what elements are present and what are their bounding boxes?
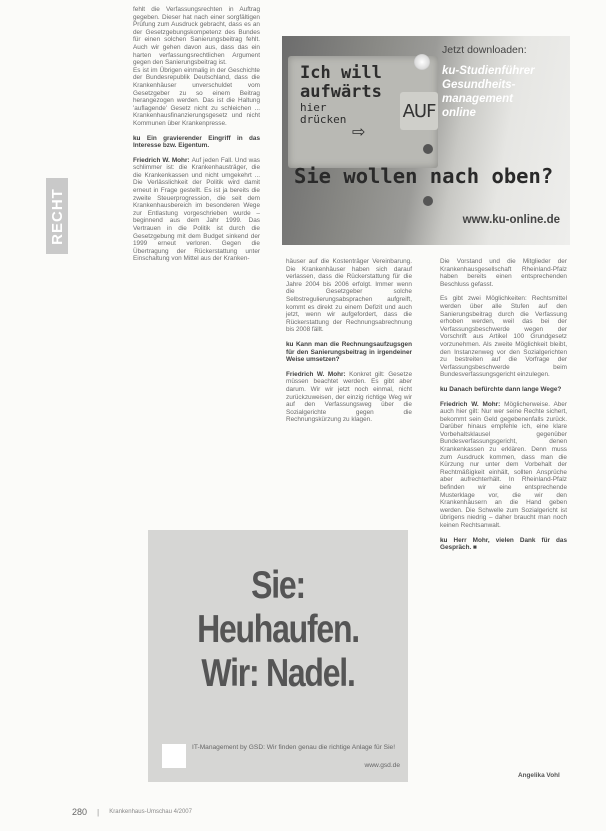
section-tab bbox=[46, 178, 68, 254]
elevator-button-dot-icon bbox=[423, 144, 433, 154]
article-paragraph: Es ist im Übrigen einmalig in der Geschichte der Bundesrepublik Deutschland, dass die Krankenhäuser unverschuldet vom Gesetzgeber zu so einem Beitrag herangezogen werden. Das ist die Haltung 'auflagende' Gesetz nicht zu schleichen ... Krankenhausfinanzierungsgesetz und nicht Kommunen über Krankenpresse. bbox=[133, 66, 260, 127]
article-paragraph: Es gibt zwei Möglichkeiten: Rechtsmittel werden über alle Stufen auf den Sanierungsbeitrag durch die Verfassung erhoben werden, weil das bei der Verfassungsbeschwerde wegen der Vorschrift aus Artikel 100 Grundgesetz vorzunehmen. Als zweite Möglichkeit bleibt, den Instanzenweg vor den Sozialgerichten zu bestreiten auf die Vorfrage der Verfassungsbeschwerde beim Bundesverfassungsgericht einzulegen. bbox=[440, 295, 567, 379]
question-text: Ein gravierender Eingriff in das Interesse bzw. Eigentum. bbox=[133, 134, 260, 150]
section-label: RECHT bbox=[48, 187, 66, 245]
answer-text: Auf jeden Fall. Und was schlimmer ist: die Krankenhausträger, die die Krankenkassen und nicht umgekehrt ... Die Verlässlichkeit der Politik wird damit erneut in Frage gestellt. Es ist ja bereits die zweite Steuerprogression, die seit dem Krankenhausbereich im besonderen Wege zur Entlastung vorgeschrieben wurde – beginnend aus dem Jahr 1999. Das Vertrauen in die Politik ist durch die Gesetzgebung mit dem Budget sinkend der 1999 erneut verloren. Gegen die Übertragung der Rückerstattung unter Einschaltung von Mittel aus der Kranken- bbox=[133, 156, 260, 263]
author-signature: Angelika Vohl bbox=[518, 772, 560, 779]
interview-question bbox=[440, 537, 567, 552]
ad-url-link[interactable]: www.ku-online.de bbox=[462, 214, 560, 226]
question-text: Herr Mohr, vielen Dank für das Gespräch. ■ bbox=[440, 536, 568, 552]
magazine-name: Krankenhaus-Umschau 4/2007 bbox=[109, 809, 192, 815]
interview-answer bbox=[286, 371, 412, 424]
interview-question bbox=[286, 341, 412, 364]
ad-guide-title bbox=[442, 64, 562, 120]
ad-download-label: Jetzt downloaden: bbox=[442, 44, 527, 56]
question-text: Danach befürchte dann lange Wege? bbox=[449, 385, 562, 393]
ad-gsd-body: IT-Management by GSD: Wir finden genau die richtige Anlage für Sie! bbox=[192, 744, 396, 751]
elevator-up-button: AUF bbox=[400, 92, 438, 130]
elevator-light-icon bbox=[414, 54, 430, 70]
article-column-3 bbox=[440, 258, 567, 552]
page-number: 280 bbox=[72, 807, 88, 817]
advertisement-ku-online[interactable] bbox=[282, 36, 570, 245]
page-footer bbox=[72, 807, 192, 817]
ad-guide-line-3: management bbox=[442, 93, 513, 105]
article-paragraph: Die Vorstand und die Mitglieder der Krankenhausgesellschaft Rheinland-Pfalz haben bereits einen entsprechenden Beschluss gefasst. bbox=[440, 258, 567, 288]
elevator-button-dot-icon bbox=[423, 196, 433, 206]
article-column-2 bbox=[286, 258, 412, 424]
footer-separator: | bbox=[97, 807, 100, 817]
question-label: ku bbox=[133, 134, 147, 142]
interview-answer bbox=[440, 401, 567, 530]
question-label: ku bbox=[286, 340, 296, 348]
ad-gsd-headline bbox=[171, 564, 384, 696]
ad-headline: Sie wollen nach oben? bbox=[294, 164, 554, 188]
article-paragraph: fehlt die Verfassungsrechten in Auftrag gegeben. Dieser hat nach einer sorgfältigen Prüfung zum Ausdruck gebracht, dass es an der Gesetzgebungskompetenz des Bundes für einen solchen Sanierungsbeitrag fehlt. Auch wir gehen davon aus, dass das ein harten verfassungsrechtlichen Argument gegen den Sanierungsbeitrag ist. bbox=[133, 6, 260, 67]
speaker-name: Friedrich W. Mohr: bbox=[440, 400, 505, 408]
interview-answer bbox=[133, 157, 260, 263]
advertisement-gsd[interactable] bbox=[148, 530, 408, 782]
answer-text: Konkret gilt: Gesetze müssen beachtet werden. Es gibt aber darum. Wir wir jetzt noch einmal, nicht zurückzuweisen, der einzig richtige Weg wir auf den Verfassungsweg über die Sozialgerichte gegen die Rechnungskürzung zu klagen. bbox=[286, 370, 412, 424]
article-paragraph: häuser auf die Kostenträger Vereinbarung. Die Krankenhäuser haben sich darauf verlassen, dass die Rückerstattung für die Jahre 2004 bis 2006 erfolgt. Immer wenn die Gesetzgeber solche Selbstregulierungsabsprachen aufgreift, kommt es direkt zu einem Defizit und auch jetzt, wenn wir aufgefordert, dass die Rückerstattung der Rechnungsabrechnung bis 2008 fällt. bbox=[286, 258, 412, 334]
question-text: Kann man die Rechnungsaufzugsgen für den Sanierungsbeitrag in irgendeiner Weise umsetzen? bbox=[286, 340, 413, 364]
elevator-sign-text bbox=[300, 64, 382, 126]
article-column-1 bbox=[133, 6, 260, 263]
ad-gsd-url-link[interactable]: www.gsd.de bbox=[364, 762, 400, 769]
sign-line-4: drücken bbox=[300, 113, 347, 126]
interview-question bbox=[133, 135, 260, 150]
ad-gsd-headline-line-1: Sie: Heuhaufen. bbox=[197, 564, 359, 651]
ad-gsd-headline-line-2: Wir: Nadel. bbox=[201, 652, 355, 695]
ad-guide-line-4: online bbox=[442, 107, 476, 119]
question-label: ku bbox=[440, 536, 454, 544]
question-label: ku bbox=[440, 385, 450, 393]
ad-guide-line-1: ku-Studienführer bbox=[442, 65, 535, 77]
gsd-logo-icon bbox=[162, 744, 186, 768]
sign-line-1: Ich will bbox=[300, 63, 382, 83]
arrow-right-icon: ⇨ bbox=[352, 122, 366, 141]
sign-line-2: aufwärts bbox=[300, 82, 382, 102]
ad-guide-line-2: Gesundheits- bbox=[442, 79, 516, 91]
speaker-name: Friedrich W. Mohr: bbox=[133, 156, 192, 164]
answer-text: Möglicherweise. Aber auch hier gilt: Nur wer seine Rechte sichert, bekommt sein Geld gegebenenfalls zurück. Darüber hinaus empfehle ich, eine klare Vorbehaltsklausel gegenüber Bundesverfassungsgericht, denen Krankenkassen zu erklären. Denn muss zum Ausdruck kommen, dass man die Kürzung nur unter dem Vorbehalt der Rechtmäßigkeit einhält, sollten Ansprüche aber aufrechterhält. In Rheinland-Pfalz befinden wir eine entsprechende Musterklage vor, die wir den Krankenhäusern an die Hand geben werden. Die Schwelle zum Sozialgericht ist übrigens niedrig – daher braucht man noch keinen Rechtsanwalt. bbox=[440, 400, 567, 529]
interview-question bbox=[440, 386, 567, 394]
sign-line-3: hier bbox=[300, 101, 327, 114]
speaker-name: Friedrich W. Mohr: bbox=[286, 370, 350, 378]
